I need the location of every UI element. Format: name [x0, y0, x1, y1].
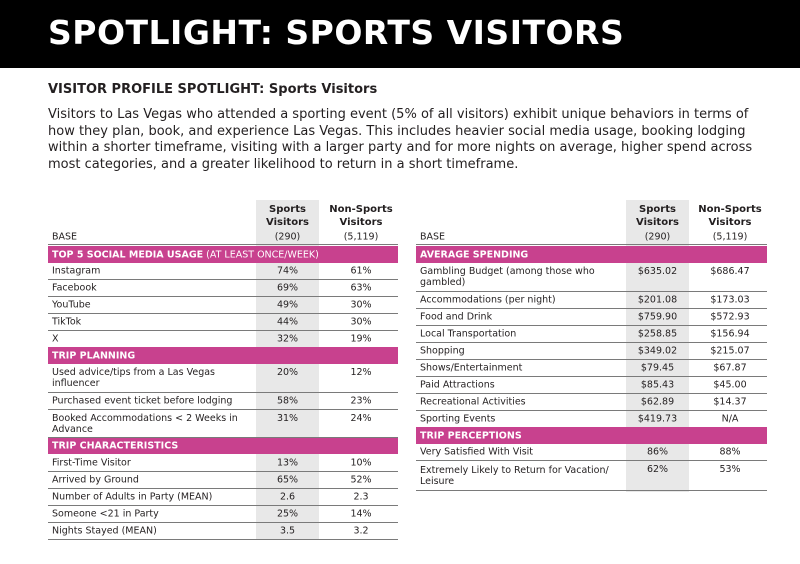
base-row: BASE (290) (5,119): [416, 230, 767, 245]
table-row: Shopping $349.02 $215.07: [416, 343, 767, 360]
non-sports-visitors-column-header: Non-Sports Visitors: [698, 204, 762, 228]
table-row: Instagram 74% 61%: [48, 263, 398, 280]
table-row: Food and Drink $759.90 $572.93: [416, 309, 767, 326]
table-row: Sporting Events $419.73 N/A: [416, 411, 767, 428]
sports-visitors-column-header: Sports Visitors: [636, 204, 679, 228]
table-row: Shows/Entertainment $79.45 $67.87: [416, 360, 767, 377]
table-row: Very Satisfied With Visit 86% 88%: [416, 444, 767, 461]
table-row: Gambling Budget (among those who gambled) $635.02 $686.47: [416, 263, 767, 292]
table-row: Local Transportation $258.85 $156.94: [416, 326, 767, 343]
table-row: Paid Attractions $85.43 $45.00: [416, 377, 767, 394]
page-title: SPOTLIGHT: SPORTS VISITORS: [48, 13, 625, 52]
base-row: BASE (290) (5,119): [48, 230, 398, 245]
table-row: First-Time Visitor 13% 10%: [48, 455, 398, 472]
table-row: Number of Adults in Party (MEAN) 2.6 2.3: [48, 489, 398, 506]
section-subheading: VISITOR PROFILE SPOTLIGHT: Sports Visitors: [48, 82, 378, 97]
intro-paragraph: Visitors to Las Vegas who attended a sporting event (5% of all visitors) exhibit unique behaviors in terms of how they plan, book, and experience Las Vegas. This includes heavier social media usage, booking lodging within a shorter timeframe, visiting with a larger party and for more nights on average, higher spend across most categories, and a greater likelihood to return in a short timeframe.: [48, 107, 753, 172]
table-row: Booked Accommodations < 2 Weeks in Advance 31% 24%: [48, 410, 398, 438]
table-row: YouTube 49% 30%: [48, 297, 398, 314]
trip-characteristics-section-header: TRIP CHARACTERISTICS: [48, 438, 398, 454]
table-row: TikTok 44% 30%: [48, 314, 398, 331]
table-row: Arrived by Ground 65% 52%: [48, 472, 398, 489]
table-row: Accommodations (per night) $201.08 $173.03: [416, 292, 767, 309]
table-row: Purchased event ticket before lodging 58% 23%: [48, 393, 398, 410]
table-row: Used advice/tips from a Las Vegas influencer 20% 12%: [48, 364, 398, 393]
average-spending-section-header: AVERAGE SPENDING: [416, 246, 767, 263]
table-row: Extremely Likely to Return for Vacation/ Leisure 62% 53%: [416, 461, 767, 491]
trip-perceptions-section-header: TRIP PERCEPTIONS: [416, 427, 767, 444]
table-row: X 32% 19%: [48, 331, 398, 348]
sports-visitors-column-header: Sports Visitors: [266, 204, 309, 228]
table-row: Recreational Activities $62.89 $14.37: [416, 394, 767, 411]
table-row: Facebook 69% 63%: [48, 280, 398, 297]
trip-planning-section-header: TRIP PLANNING: [48, 347, 398, 364]
table-row: Nights Stayed (MEAN) 3.5 3.2: [48, 523, 398, 540]
non-sports-visitors-column-header: Non-Sports Visitors: [329, 204, 393, 228]
page-banner: [0, 0, 800, 68]
table-row: Someone <21 in Party 25% 14%: [48, 506, 398, 523]
social-media-section-header: TOP 5 SOCIAL MEDIA USAGE (AT LEAST ONCE/WEEK): [48, 246, 398, 263]
